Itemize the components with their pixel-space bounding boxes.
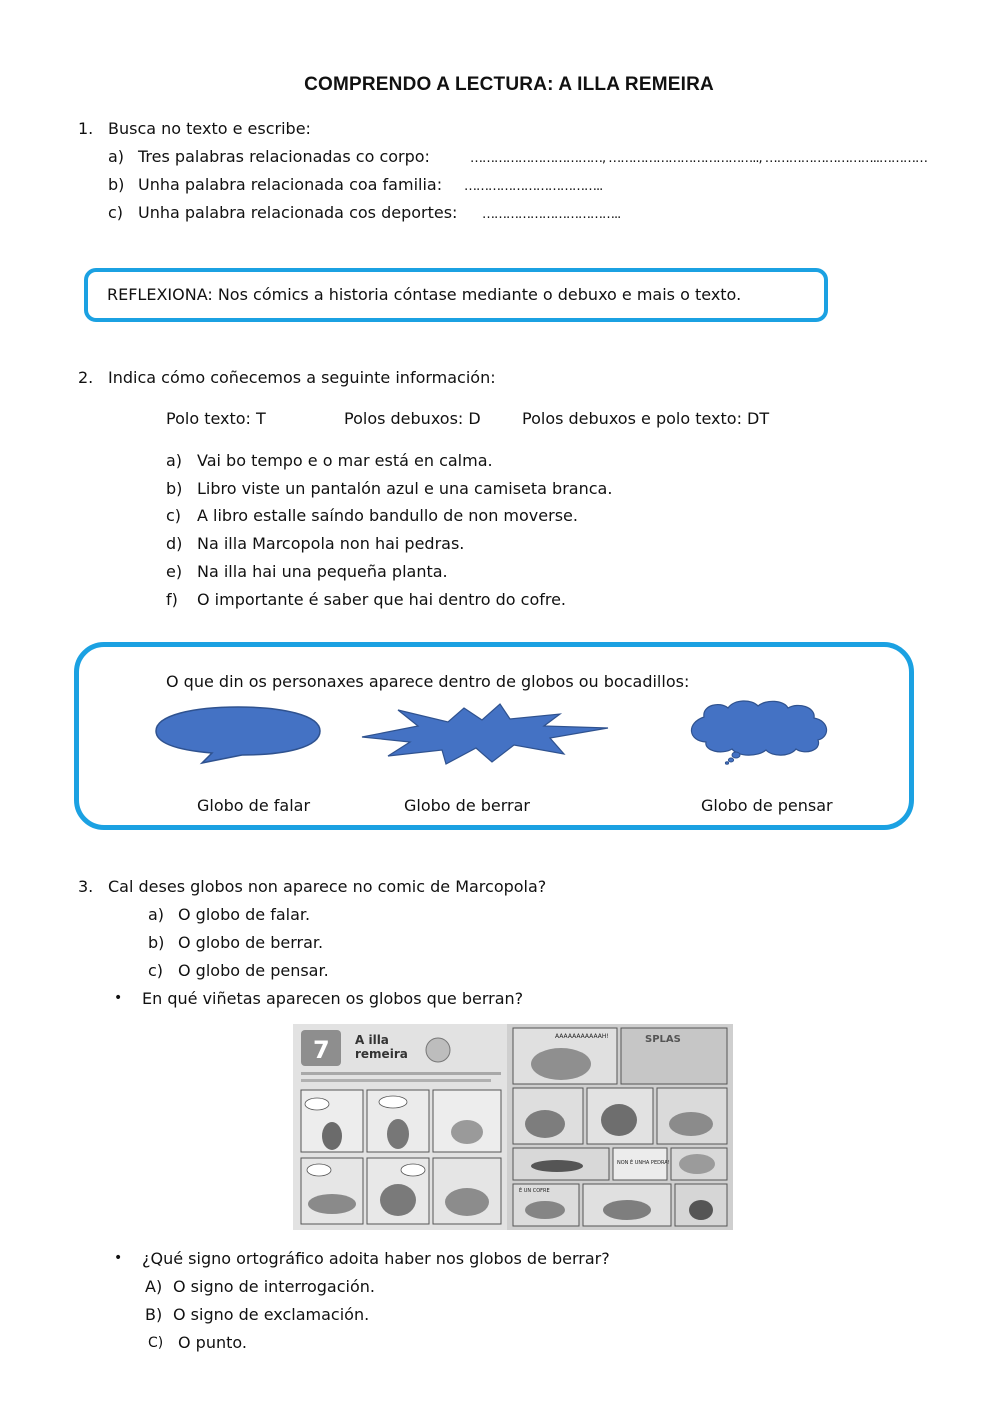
- q2-number: 2.: [78, 368, 94, 387]
- q2-item-b-text: Libro viste un pantalón azul e una camiseta branca.: [197, 479, 613, 498]
- q2-item-b-label: b): [166, 479, 183, 498]
- q2-item-d-label: d): [166, 534, 183, 553]
- thought-bubble-icon: [684, 699, 834, 765]
- bullet-icon: •: [114, 990, 123, 1006]
- q3-text: Cal deses globos non aparece no comic de Marcopola?: [108, 877, 547, 896]
- q3-item-b-text[interactable]: O globo de berrar.: [178, 933, 324, 952]
- q3-bullet1-text: En qué viñetas aparecen os globos que berran?: [142, 989, 524, 1008]
- q1-item-c-blank[interactable]: ……………………………..: [482, 207, 621, 222]
- globo-pensar-label: Globo de pensar: [701, 796, 833, 815]
- q2-item-e-text: Na illa hai una pequeña planta.: [197, 562, 448, 581]
- q3-item-c-label: c): [148, 961, 164, 980]
- speech-bubble-icon: [150, 703, 326, 765]
- shout-bubble-icon: [360, 702, 616, 766]
- comic-page-number: 7: [313, 1036, 330, 1064]
- comic-title-line1: A illa: [355, 1033, 389, 1047]
- q3-option-b-text[interactable]: O signo de exclamación.: [173, 1305, 370, 1324]
- page-title: COMPRENDO A LECTURA: A ILLA REMEIRA: [304, 74, 714, 95]
- q3-option-a-text[interactable]: O signo de interrogación.: [173, 1277, 375, 1296]
- comic-splash-text: SPLAS: [645, 1034, 681, 1045]
- q3-option-b-label: B): [145, 1305, 163, 1324]
- q1-item-c-label: c): [108, 203, 124, 222]
- comic-chest-bubble: É UN COFRE: [519, 1188, 550, 1194]
- comic-no-stones-bubble: NON É UNHA PEDRA!: [617, 1160, 670, 1166]
- globo-falar-label: Globo de falar: [197, 796, 311, 815]
- reflexiona-text: REFLEXIONA: Nos cómics a historia cóntase mediante o debuxo e mais o texto.: [107, 285, 742, 304]
- q1-text: Busca no texto e escribe:: [108, 119, 311, 138]
- legend-text: Polo texto: T: [166, 409, 266, 428]
- q1-item-b-text: Unha palabra relacionada coa familia:: [138, 175, 443, 194]
- globo-berrar-label: Globo de berrar: [404, 796, 531, 815]
- legend-both: Polos debuxos e polo texto: DT: [522, 409, 770, 428]
- legend-drawings: Polos debuxos: D: [344, 409, 481, 428]
- q3-bullet2-text: ¿Qué signo ortográfico adoita haber nos globos de berrar?: [142, 1249, 610, 1268]
- q3-option-a-label: A): [145, 1277, 163, 1296]
- globos-intro: O que din os personaxes aparece dentro de globos ou bocadillos:: [166, 672, 690, 691]
- q3-item-c-text[interactable]: O globo de pensar.: [178, 961, 329, 980]
- q2-text: Indica cómo coñecemos a seguinte información:: [108, 368, 496, 387]
- q3-item-b-label: b): [148, 933, 165, 952]
- q3-item-a-label: a): [148, 905, 165, 924]
- q3-number: 3.: [78, 877, 94, 896]
- q1-item-a-blank[interactable]: ……………………………, ……………………………….., ………………………..…………: [470, 151, 928, 166]
- bullet-icon: •: [114, 1250, 123, 1266]
- q3-option-c-label: C): [148, 1335, 164, 1351]
- q2-item-c-label: c): [166, 506, 182, 525]
- q3-item-a-text[interactable]: O globo de falar.: [178, 905, 311, 924]
- q1-item-b-label: b): [108, 175, 125, 194]
- comic-title-line2: remeira: [355, 1047, 408, 1061]
- q2-item-f-label: f): [166, 590, 178, 609]
- q1-item-c-text: Unha palabra relacionada cos deportes:: [138, 203, 458, 222]
- q3-option-c-text[interactable]: O punto.: [178, 1333, 247, 1352]
- q2-item-d-text: Na illa Marcopola non hai pedras.: [197, 534, 465, 553]
- q2-item-a-label: a): [166, 451, 183, 470]
- comic-illustration: [293, 1024, 733, 1230]
- q2-item-e-label: e): [166, 562, 183, 581]
- q1-item-a-text: Tres palabras relacionadas co corpo:: [138, 147, 430, 166]
- q1-item-a-label: a): [108, 147, 125, 166]
- q2-item-c-text: A libro estalle saíndo bandullo de non moverse.: [197, 506, 578, 525]
- q1-number: 1.: [78, 119, 94, 138]
- comic-scream-bubble: AAAAAAAAAAAH!: [555, 1033, 609, 1040]
- q1-item-b-blank[interactable]: ……………………………..: [464, 179, 603, 194]
- q2-item-f-text: O importante é saber que hai dentro do cofre.: [197, 590, 567, 609]
- comic-photo: [293, 1024, 733, 1230]
- q2-item-a-text: Vai bo tempo e o mar está en calma.: [197, 451, 493, 470]
